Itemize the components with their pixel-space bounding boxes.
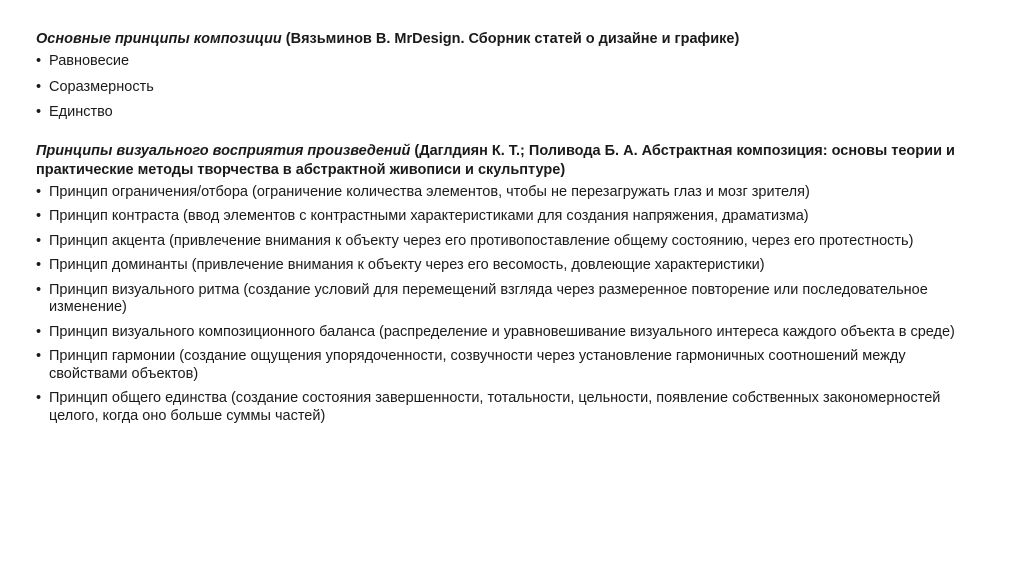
section-heading [36, 142, 986, 180]
heading-title: Основные принципы композиции [36, 31, 282, 47]
list-item: • Единство [36, 104, 986, 122]
list-item: • Принцип общего единства (создание состояния завершенности, тотальности, цельности, появление собственных закономерностей целого, когда оно больше суммы частей) [36, 390, 986, 425]
bullet-list [36, 53, 986, 122]
section-composition-principles [36, 30, 986, 122]
list-item: • Принцип контраста (ввод элементов с контрастными характеристиками для создания напряжения, драматизма) [36, 208, 986, 226]
list-item: • Принцип визуального композиционного баланса (распределение и уравновешивание визуального интереса каждого объекта в среде) [36, 324, 986, 342]
bullet-list [36, 184, 986, 426]
slide-content [36, 30, 986, 432]
list-item: • Принцип визуального ритма (создание условий для перемещений взгляда через размеренное повторение или последовательное изменение) [36, 282, 986, 317]
list-item: • Принцип ограничения/отбора (ограничение количества элементов, чтобы не перезагружать глаз и мозг зрителя) [36, 184, 986, 202]
heading-source: (Даглдиян К. Т.; Поливода Б. А. Абстрактная композиция: основы теории и практические методы творчества в абстрактной живописи и скульптуре) [36, 142, 955, 178]
list-item: • Равновесие [36, 53, 986, 71]
heading-title: Принципы визуального восприятия произведений [36, 142, 411, 159]
section-heading [36, 30, 986, 49]
list-item: • Принцип гармонии (создание ощущения упорядоченности, созвучности через установление гармоничных соотношений между свойствами объектов) [36, 348, 986, 383]
list-item: • Принцип акцента (привлечение внимания к объекту через его противопоставление общему состоянию, через его протестность) [36, 233, 986, 251]
list-item: • Соразмерность [36, 79, 986, 97]
list-item: • Принцип доминанты (привлечение внимания к объекту через его весомость, довлеющие характеристики) [36, 257, 986, 275]
heading-source: (Вязьминов В. MrDesign. Сборник статей о дизайне и графике) [281, 31, 740, 47]
section-visual-perception-principles [36, 142, 986, 426]
